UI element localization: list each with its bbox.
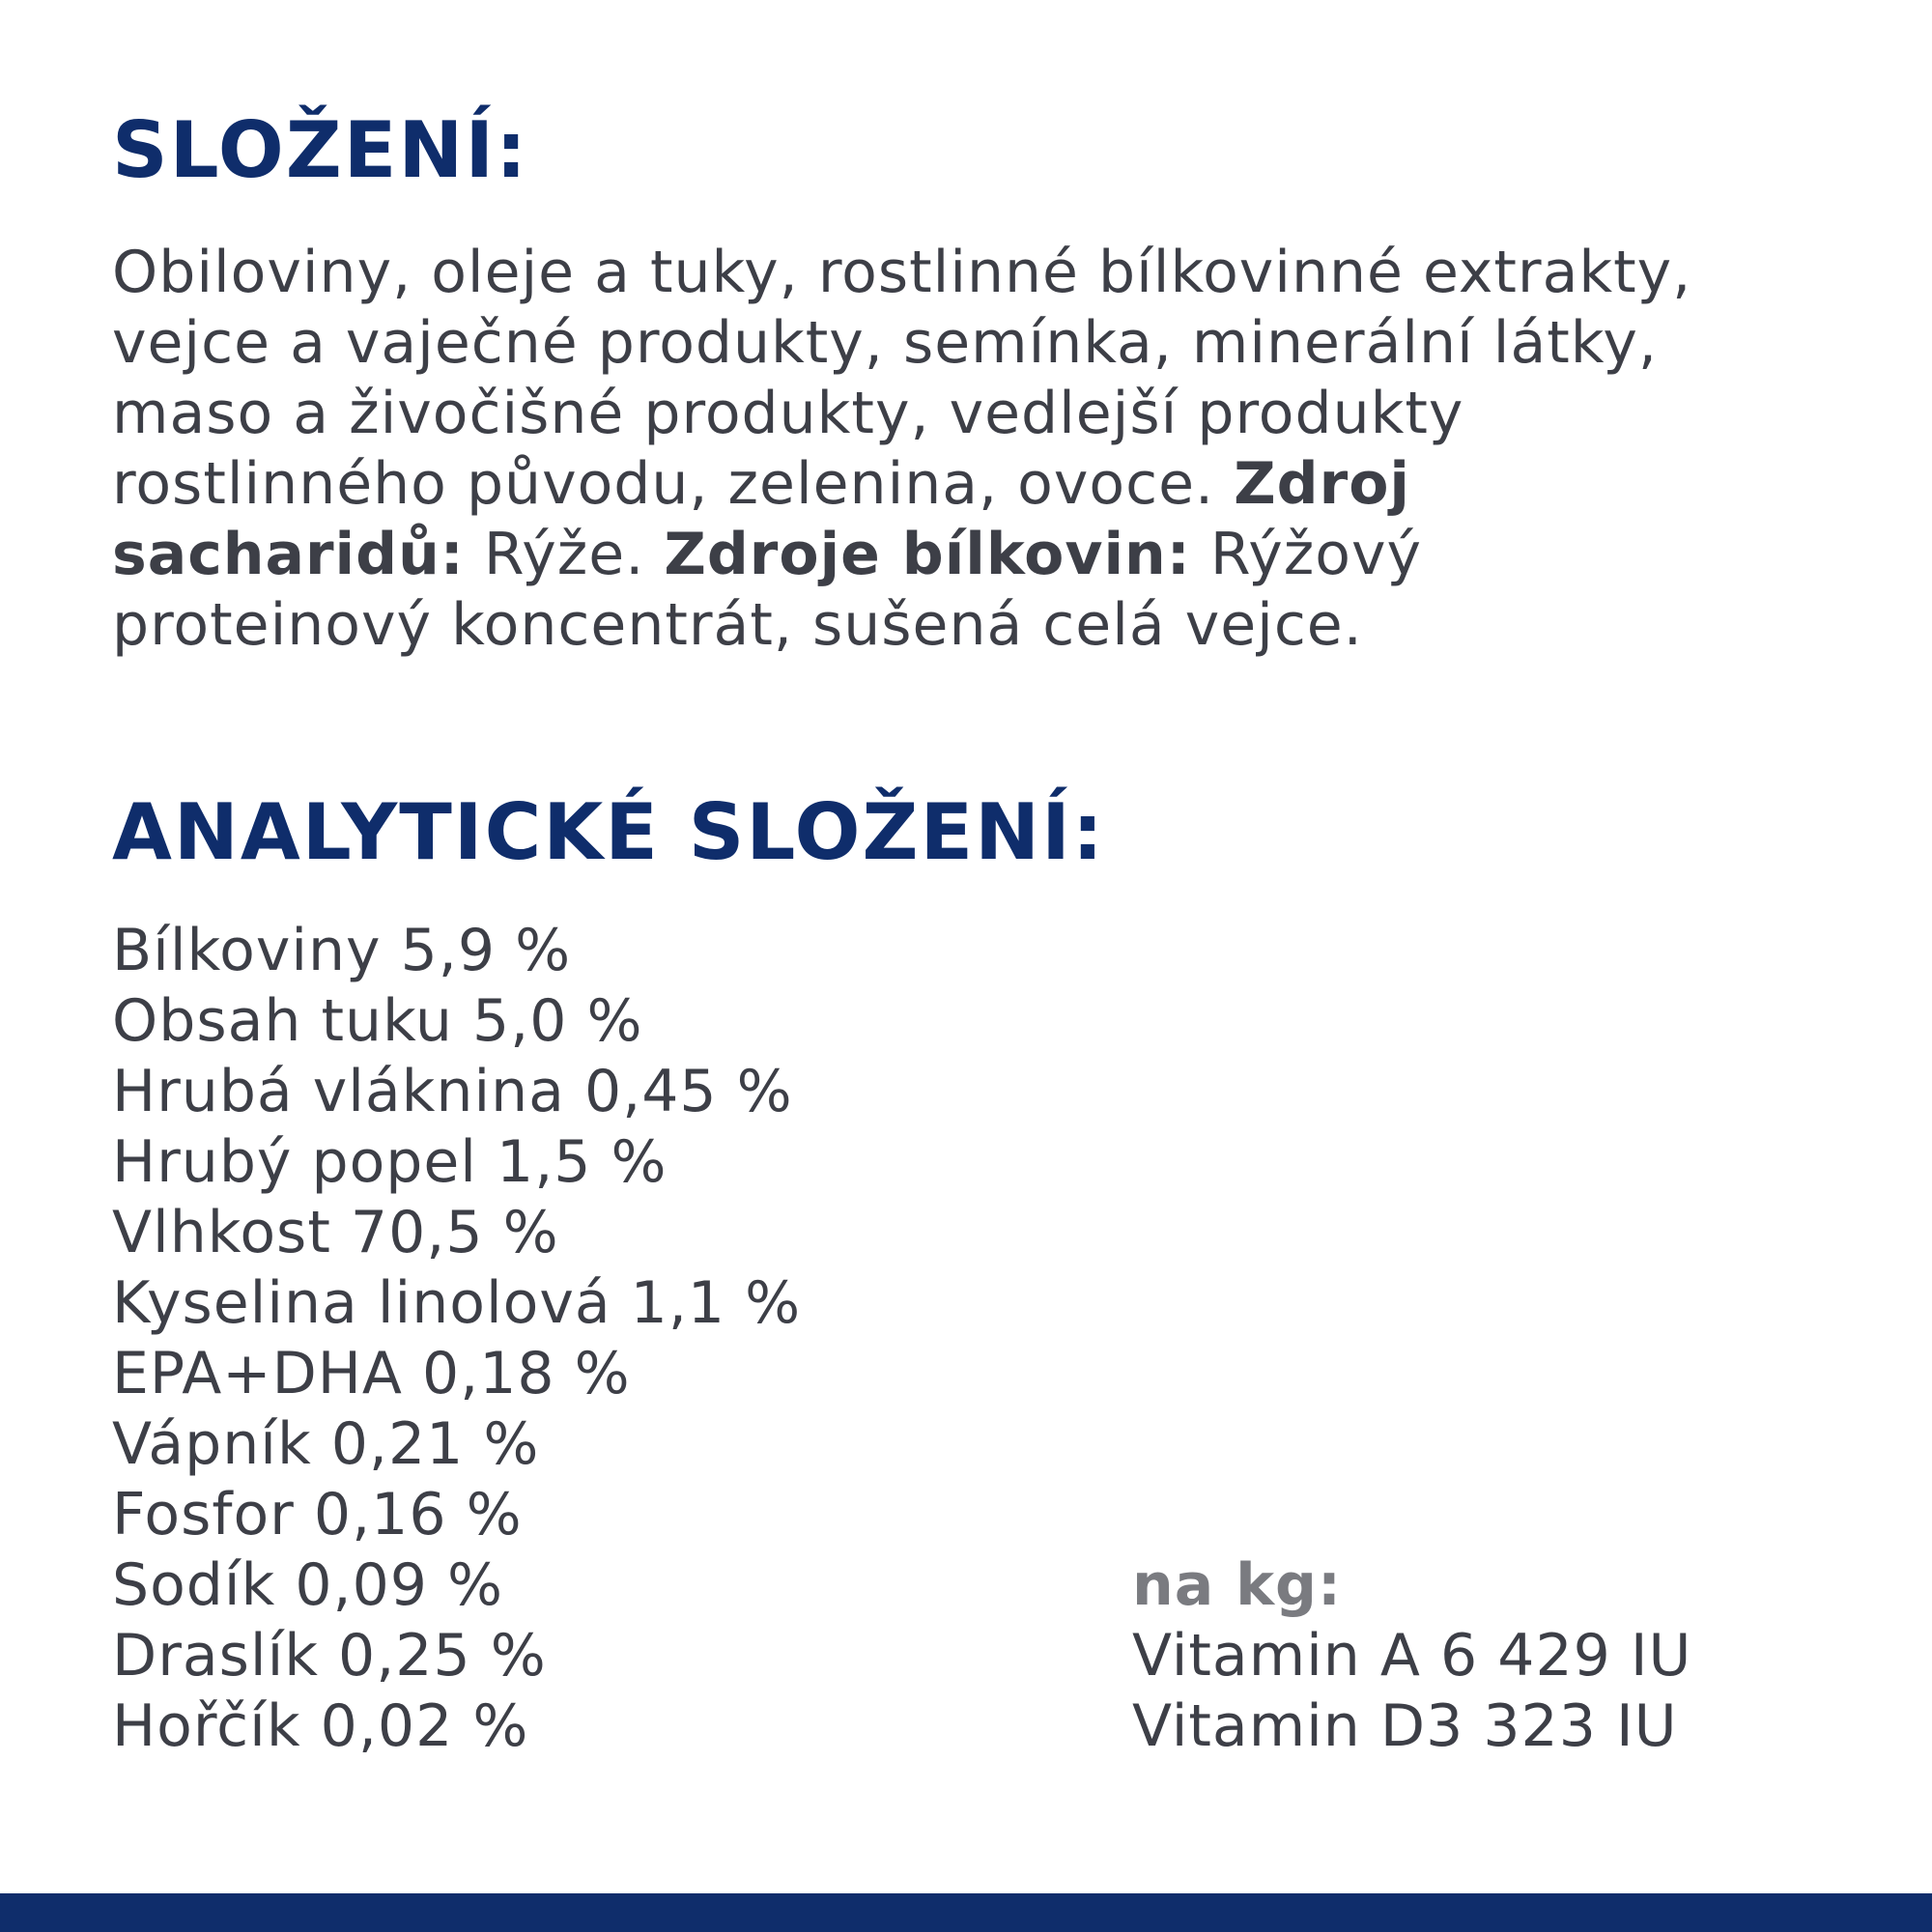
analytical-item-fat: Obsah tuku 5,0 % — [112, 987, 643, 1055]
composition-line-2: vejce a vaječné produkty, semínka, minerální látky, — [112, 309, 1658, 377]
analytical-item-fibre: Hrubá vláknina 0,45 % — [112, 1058, 793, 1125]
analytical-item-linoleic-acid: Kyselina linolová 1,1 % — [112, 1269, 802, 1337]
analytical-item-potassium: Draslík 0,25 % — [112, 1622, 547, 1690]
composition-line-3: maso a živočišné produkty, vedlejší produkty — [112, 380, 1464, 447]
protein-source-label: Zdroje bílkovin: — [664, 521, 1191, 588]
analytical-heading: ANALYTICKÉ SLOŽENÍ: — [112, 787, 1105, 877]
vitamin-d3: Vitamin D3 323 IU — [1132, 1692, 1678, 1760]
analytical-item-magnesium: Hořčík 0,02 % — [112, 1692, 529, 1760]
composition-heading: SLOŽENÍ: — [112, 105, 529, 195]
composition-line-5 — [112, 520, 1851, 590]
analytical-list — [112, 916, 801, 1762]
bottom-brand-bar — [0, 1893, 1932, 1932]
analytical-item-sodium: Sodík 0,09 % — [112, 1551, 504, 1619]
carb-source-label-part1: Zdroj — [1234, 450, 1410, 518]
protein-source-value: Rýžový — [1190, 521, 1422, 588]
analytical-item-protein: Bílkoviny 5,9 % — [112, 917, 572, 984]
vitamin-a: Vitamin A 6 429 IU — [1132, 1622, 1692, 1690]
analytical-item-calcium: Vápník 0,21 % — [112, 1410, 540, 1478]
analytical-item-epa-dha: EPA+DHA 0,18 % — [112, 1340, 631, 1407]
carb-source-value: Rýže. — [464, 521, 665, 588]
per-kg-label: na kg: — [1132, 1551, 1342, 1619]
analytical-item-phosphorus: Fosfor 0,16 % — [112, 1481, 523, 1548]
composition-line-1: Obiloviny, oleje a tuky, rostlinné bílkovinné extrakty, — [112, 239, 1692, 306]
carb-source-label-part2: sacharidů: — [112, 521, 465, 588]
analytical-item-moisture: Vlhkost 70,5 % — [112, 1199, 559, 1266]
composition-text — [112, 238, 1851, 661]
composition-line-6: proteinový koncentrát, sušená celá vejce. — [112, 591, 1363, 659]
per-kg-block — [1132, 1550, 1691, 1762]
composition-line-4 — [112, 449, 1851, 520]
composition-line-4-text: rostlinného původu, zelenina, ovoce. — [112, 450, 1235, 518]
analytical-item-ash: Hrubý popel 1,5 % — [112, 1128, 668, 1196]
